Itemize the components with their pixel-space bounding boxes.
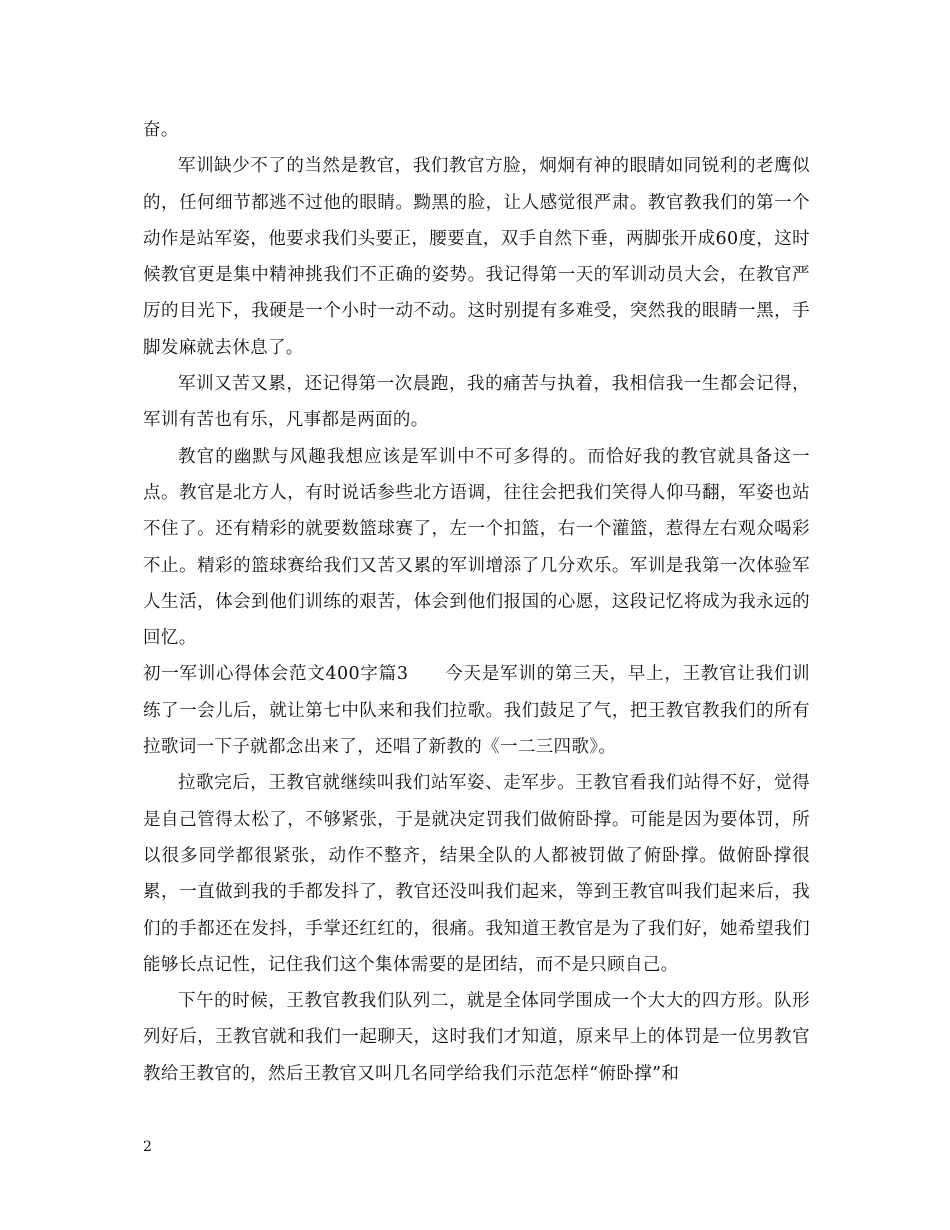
paragraph-5: 初一军训心得体会范文400字篇3 今天是军训的第三天，早上，王教官让我们训练了一会儿后，就让第七中队来和我们拉歌。我们鼓足了气，把王教官教我们的所有拉歌词一下子就都念出来了，还唱了新教的《一二三四歌》。 xyxy=(143,664,810,758)
page-number: 2 xyxy=(143,1139,152,1155)
paragraph-7: 下午的时候，王教官教我们队列二，就是全体同学围成一个大大的四方形。队形列好后，王教官就和我们一起聊天，这时我们才知道，原来早上的体罚是一位男教官教给王教官的，然后王教官又叫几名同学给我们示范怎样“俯卧撑”和 xyxy=(143,991,810,1084)
paragraph-3: 军训又苦又累，还记得第一次晨跑，我的痛苦与执着，我相信我一生都会记得，军训有苦也有乐，凡事都是两面的。 xyxy=(143,374,810,431)
paragraph-4: 教官的幽默与风趣我想应该是军训中不可多得的。而恰好我的教官就具备这一点。教官是北方人，有时说话参些北方语调，往往会把我们笑得人仰马翻，军姿也站不住了。还有精彩的就要数篮球赛了，左一个扣篮，右一个灌篮，惹得左右观众喝彩不止。精彩的篮球赛给我们又苦又累的军训增添了几分欢乐。军训是我第一次体验军人生活，体会到他们训练的艰苦，体会到他们报国的心愿，这段记忆将成为我永远的回忆。 xyxy=(143,446,810,649)
paragraph-6: 拉歌完后，王教官就继续叫我们站军姿、走军步。王教官看我们站得不好，觉得是自己管得太松了，不够紧张，于是就决定罚我们做俯卧撑。可能是因为要体罚，所以很多同学都很紧张，动作不整齐，结果全队的人都被罚做了俯卧撑。做俯卧撑很累，一直做到我的手都发抖了，教官还没叫我们起来，等到王教官叫我们起来后，我们的手都还在发抖，手掌还红红的，很痛。我知道王教官是为了我们好，她希望我们能够长点记性，记住我们这个集体需要的是团结，而不是只顾自己。 xyxy=(143,773,810,975)
body-text xyxy=(143,112,810,1092)
paragraph-2: 军训缺少不了的当然是教官，我们教官方脸，炯炯有神的眼睛如同锐利的老鹰似的，任何细节都逃不过他的眼睛。黝黑的脸，让人感觉很严肃。教官教我们的第一个动作是站军姿，他要求我们头要正，腰要直，双手自然下垂，两脚张开成60度，这时候教官更是集中精神挑我们不正确的姿势。我记得第一天的军训动员大会，在教官严厉的目光下，我硬是一个小时一动不动。这时别提有多难受，突然我的眼睛一黑，手脚发麻就去休息了。 xyxy=(143,156,810,358)
paragraph-1: 奋。 xyxy=(143,120,179,140)
